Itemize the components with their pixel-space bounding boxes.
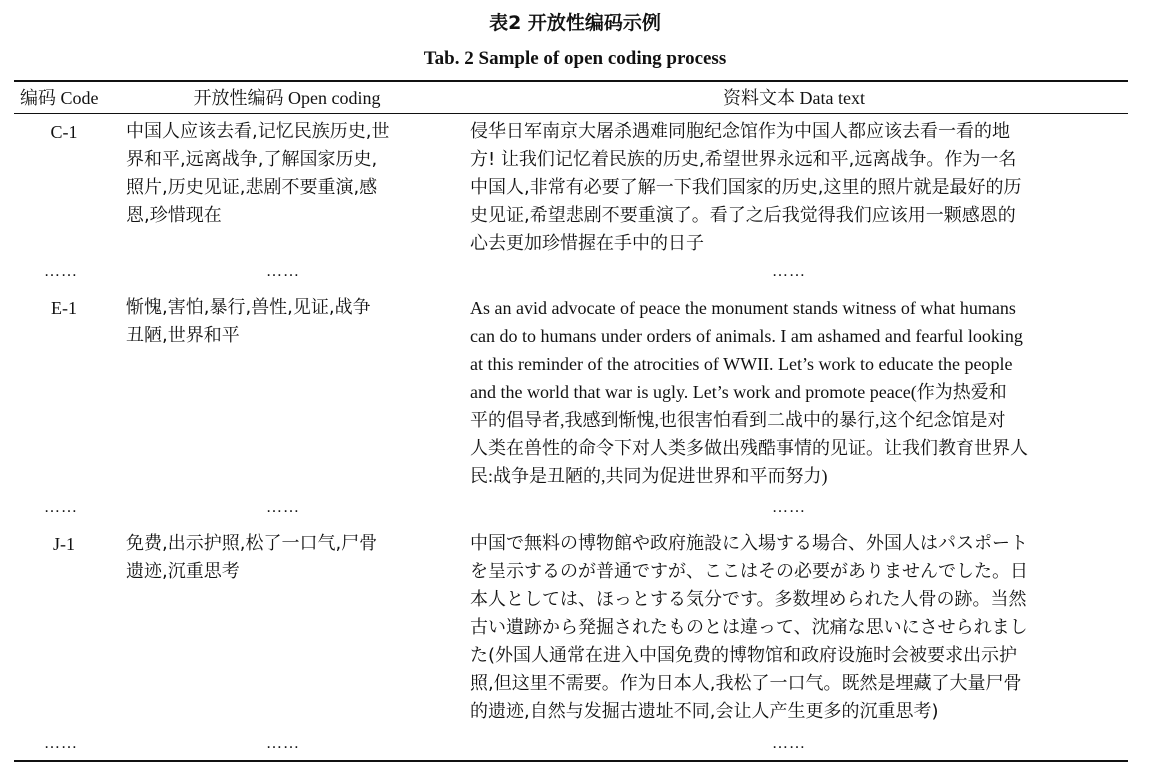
header-open-coding: 开放性编码 Open coding (193, 88, 381, 108)
table-header-rule (14, 113, 1128, 114)
row-c1-data-text: 侵华日军南京大屠杀遇难同胞纪念馆作为中国人都应该去看一看的地 方! 让我们记忆着民族的历史,希望世界永远和平,远离战争。作为一名 中国人,非常有必要了解一下我们国家的历史,这里的照片就是最好的历 史见证,希望悲剧不要重演了。看了之后我觉得我们应该用一颗感恩的 心去更加珍惜握在手中的日子 (470, 121, 1022, 254)
ellipsis-code-3: …… (44, 735, 78, 752)
table-bottom-rule (14, 760, 1128, 762)
row-e1-data-text: As an avid advocate of peace the monument stands witness of what humans can do to humans under orders of animals. I am ashamed and fearful looking at this reminder of the atrocities of WWII. Let’s work to educate the people and the world that war is ugly. Let’s work and promote peace(作为热爱和 平的倡导者,我感到惭愧,也很害怕看到二战中的暴行,这个纪念馆是对 人类在兽性的命令下对人类多做出残酷事情的见证。让我们教育世界人 民:战争是丑陋的,共同为促进世界和平而努力) (470, 298, 1028, 486)
row-j1-open-coding: 免费,出示护照,松了一口气,尸骨 遗迹,沉重思考 (126, 533, 378, 582)
header-code: 编码 Code (20, 88, 99, 108)
row-e1-open-coding: 惭愧,害怕,暴行,兽性,见证,战争 丑陋,世界和平 (126, 297, 371, 346)
table-top-rule (14, 80, 1128, 82)
header-data-text: 资料文本 Data text (723, 88, 865, 108)
row-c1-code: C-1 (50, 122, 78, 142)
ellipsis-coding-1: …… (266, 263, 300, 280)
row-e1-code: E-1 (51, 298, 77, 318)
table-caption-english: Tab. 2 Sample of open coding process (423, 48, 727, 69)
ellipsis-code-2: …… (44, 499, 78, 516)
table-caption-chinese: 表2 开放性编码示例 (489, 12, 661, 34)
row-j1-code: J-1 (53, 534, 75, 554)
ellipsis-coding-3: …… (266, 735, 300, 752)
ellipsis-text-1: …… (772, 263, 806, 280)
ellipsis-code-1: …… (44, 263, 78, 280)
row-c1-open-coding: 中国人应该去看,记忆民族历史,世 界和平,远离战争,了解国家历史, 照片,历史见证,悲剧不要重演,感 恩,珍惜现在 (126, 121, 390, 226)
row-j1-data-text: 中国で無料の博物館や政府施設に入場する場合、外国人はパスポート を呈示するのが普通ですが、ここはその必要がありませんでした。日 本人としては、ほっとする気分です。多数埋められた人骨の跡。当然 古い遺跡から発掘されたものとは違って、沈痛な思いにさせられまし た(外国人通常在进入中国免费的博物馆和政府设施时会被要求出示护 照,但这里不需要。作为日本人,我松了一口气。既然是埋藏了大量尸骨 的遗迹,自然与发掘古遗址不同,会让人产生更多的沉重思考) (470, 533, 1028, 722)
ellipsis-text-3: …… (772, 735, 806, 752)
ellipsis-coding-2: …… (266, 499, 300, 516)
ellipsis-text-2: …… (772, 499, 806, 516)
